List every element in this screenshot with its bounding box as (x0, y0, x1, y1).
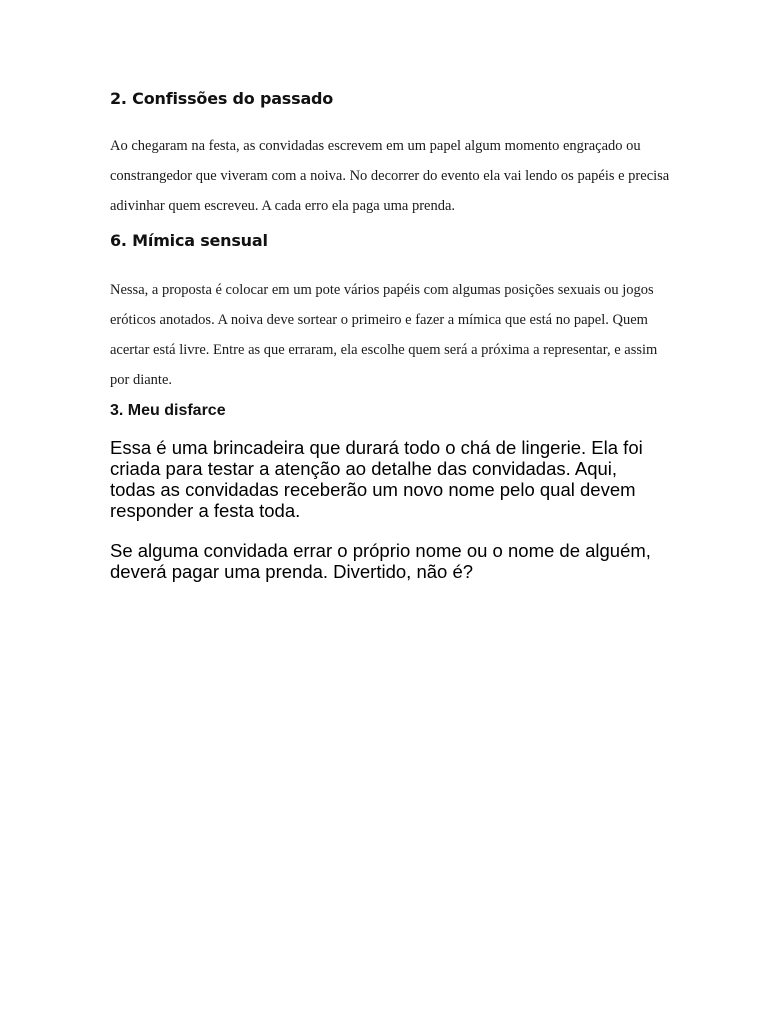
section-heading-confissoes: 2. Confissões do passado (110, 89, 334, 108)
section-paragraph-confissoes: Ao chegaram na festa, as convidadas escrevem em um papel algum momento engraçado ou constrangedor que viveram com a noiva. No decorrer do evento ela vai lendo os papéis e precisa adivinhar quem escreveu. A cada erro ela paga uma prenda. (110, 138, 670, 214)
section-paragraph-disfarce-1: Essa é uma brincadeira que durará todo o chá de lingerie. Ela foi criada para testar a atenção ao detalhe das convidadas. Aqui, todas as convidadas receberão um novo nome pelo qual devem responder a festa toda. (110, 437, 643, 521)
section-heading-mimica: 6. Mímica sensual (110, 231, 268, 250)
section-heading-disfarce: 3. Meu disfarce (110, 402, 226, 419)
section-paragraph-disfarce-2: Se alguma convidada errar o próprio nome ou o nome de alguém, deverá pagar uma prenda. Divertido, não é? (110, 540, 651, 582)
section-paragraph-mimica: Nessa, a proposta é colocar em um pote vários papéis com algumas posições sexuais ou jogos eróticos anotados. A noiva deve sortear o primeiro e fazer a mímica que está no papel. Quem acertar está livre. Entre as que erraram, ela escolhe quem será a próxima a representar, e assim por diante. (110, 282, 658, 388)
